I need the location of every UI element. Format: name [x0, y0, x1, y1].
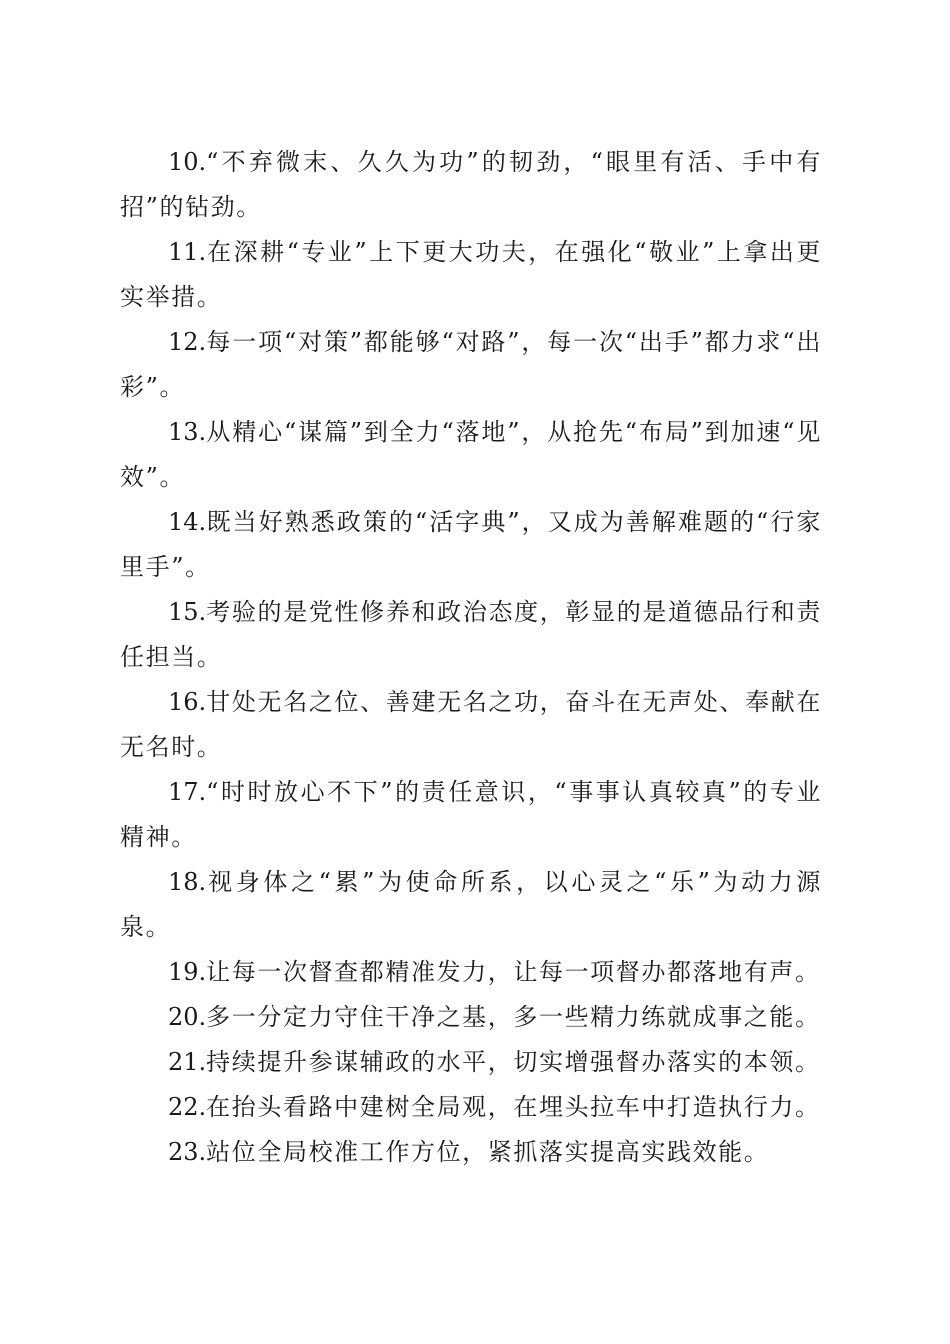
item-text: 从精心“谋篇”到全力“落地”，从抢先“布局”到加速“见效”。: [120, 418, 822, 491]
item-number: 11.: [168, 238, 207, 266]
item-number: 17.: [168, 778, 207, 806]
item-text: 考验的是党性修养和政治态度，彰显的是道德品行和责任担当。: [120, 598, 822, 671]
list-item: [120, 1040, 822, 1085]
list-item: [120, 410, 822, 500]
item-number: 14.: [168, 508, 207, 536]
list-item: [120, 680, 822, 770]
list-item: [120, 1130, 822, 1175]
item-number: 20.: [168, 1003, 207, 1031]
item-text: 多一分定力守住干净之基，多一些精力练就成事之能。: [206, 1003, 821, 1031]
item-text: 每一项“对策”都能够“对路”，每一次“出手”都力求“出彩”。: [120, 328, 822, 401]
item-number: 12.: [168, 328, 207, 356]
list-item: [120, 590, 822, 680]
item-number: 15.: [168, 598, 207, 626]
item-text: 让每一次督查都精准发力，让每一项督办都落地有声。: [206, 958, 821, 986]
item-number: 22.: [168, 1093, 207, 1121]
list-item: [120, 860, 822, 950]
item-number: 23.: [168, 1138, 207, 1166]
item-number: 16.: [168, 688, 207, 716]
item-text: “不弃微末、久久为功”的韧劲，“眼里有活、手中有招”的钻劲。: [120, 148, 822, 221]
list-item: [120, 140, 822, 230]
item-number: 19.: [168, 958, 207, 986]
list-item: [120, 230, 822, 320]
list-item: [120, 1085, 822, 1130]
document-body: [120, 140, 822, 1175]
list-item: [120, 320, 822, 410]
list-item: [120, 995, 822, 1040]
item-number: 21.: [168, 1048, 207, 1076]
item-text: 在深耕“专业”上下更大功夫，在强化“敬业”上拿出更实举措。: [120, 238, 822, 311]
item-text: “时时放心不下”的责任意识，“事事认真较真”的专业精神。: [120, 778, 822, 851]
list-item: [120, 500, 822, 590]
list-item: [120, 950, 822, 995]
item-text: 站位全局校准工作方位，紧抓落实提高实践效能。: [206, 1138, 770, 1166]
item-number: 13.: [168, 418, 207, 446]
item-number: 18.: [168, 868, 207, 896]
item-text: 甘处无名之位、善建无名之功，奋斗在无声处、奉献在无名时。: [120, 688, 822, 761]
list-item: [120, 770, 822, 860]
item-text: 持续提升参谋辅政的水平，切实增强督办落实的本领。: [206, 1048, 821, 1076]
item-text: 视身体之“累”为使命所系，以心灵之“乐”为动力源泉。: [120, 868, 822, 941]
item-text: 既当好熟悉政策的“活字典”，又成为善解难题的“行家里手”。: [120, 508, 822, 581]
item-text: 在抬头看路中建树全局观，在埋头拉车中打造执行力。: [206, 1093, 821, 1121]
item-number: 10.: [168, 148, 207, 176]
